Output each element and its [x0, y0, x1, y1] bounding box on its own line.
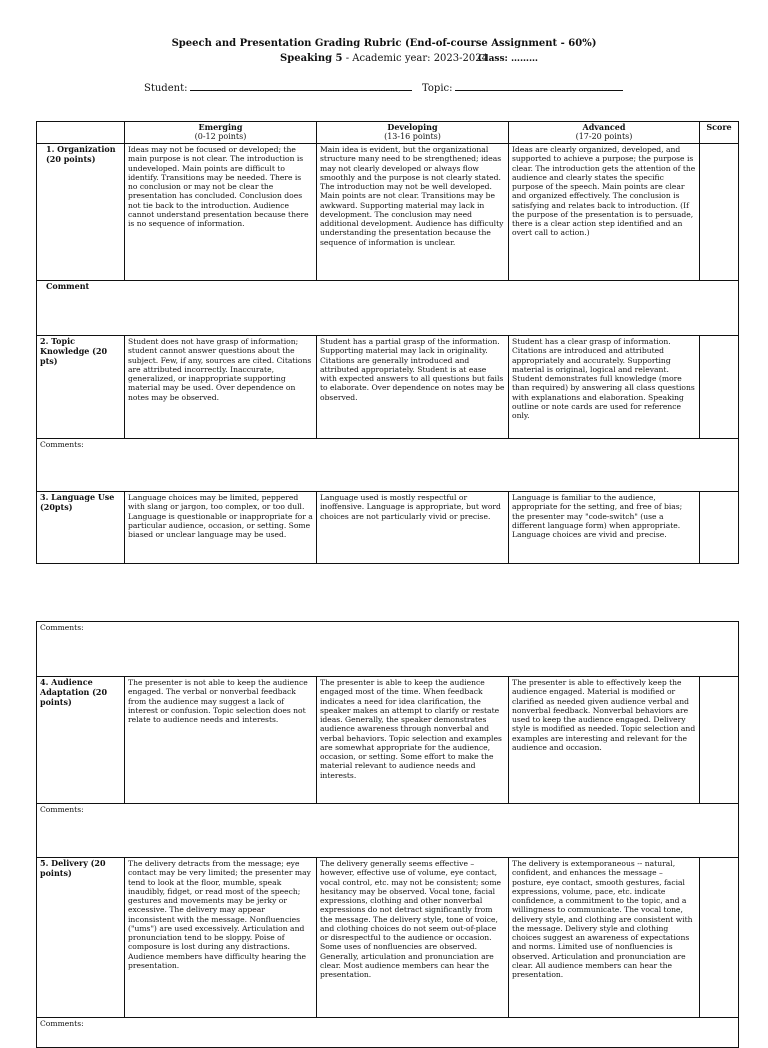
comment-field[interactable]: Comment [37, 281, 739, 336]
topic-label: Topic: [422, 83, 453, 94]
score-cell[interactable] [700, 677, 739, 804]
criterion-name: 5. Delivery (20 points) [37, 858, 125, 1018]
comment-row [37, 281, 739, 336]
score-cell[interactable] [700, 492, 739, 564]
score-cell[interactable] [700, 336, 739, 439]
student-label: Student: [144, 83, 188, 94]
criterion-name: 1. Organization (20 points) [37, 144, 125, 281]
topic-line[interactable] [455, 80, 623, 91]
developing-descriptor: Main idea is evident, but the organizational structure many need to be strengthened; ideas may not clearly developed or always flow smoothly and the purpose is not clearly stated. The introduction may not be well developed. Main points are not clear. Transitions may be awkward. Supporting material may lack in development. The conclusion may need additional development. Audience has difficulty understanding the presentation because the sequence of information is unclear. [317, 144, 509, 281]
advanced-descriptor: The delivery is extemporaneous -- natural, confident, and enhances the message – posture, eye contact, smooth gestures, facial expressions, volume, pace, etc. indicate confidence, a commitment to the topic, and a willingness to communicate. The vocal tone, delivery style, and clothing are consistent with the message. Delivery style and clothing choices suggest an awareness of expectations and norms. Limited use of nonfluencies is observed. Articulation and pronunciation are clear. All audience members can hear the presentation. [509, 858, 700, 1018]
subtitle [0, 53, 768, 64]
comment-field[interactable]: Comments: [37, 622, 739, 677]
developing-descriptor: Student has a partial grasp of the information. Supporting material may lack in originality. Citations are generally introduced and attributed appropriately. Student is at ease with expected answers to all questions but fails to elaborate. Over dependence on notes may be observed. [317, 336, 509, 439]
rubric-table-part-2 [36, 621, 739, 1048]
criterion-name: 3. Language Use (20pts) [37, 492, 125, 564]
criterion-name: 4. Audience Adaptation (20 points) [37, 677, 125, 804]
course-name: Speaking 5 [280, 53, 343, 64]
emerging-descriptor: The presenter is not able to keep the audience engaged. The verbal or nonverbal feedback from the audience may suggest a lack of interest or confusion. Topic selection does not relate to audience needs and interests. [125, 677, 317, 804]
score-cell[interactable] [700, 858, 739, 1018]
criterion-row-language-use [37, 492, 739, 564]
student-line[interactable] [190, 80, 412, 91]
emerging-descriptor: The delivery detracts from the message; eye contact may be very limited; the presenter may tend to look at the floor, mumble, speak inaudibly, fidget, or read most of the speech; gestures and movements may be jerky or excessive. The delivery may appear inconsistent with the message. Nonfluencies ("ums") are used excessively. Articulation and pronunciation tend to be sloppy. Poise of composure is lost during any distractions. Audience members have difficulty hearing the presentation. [125, 858, 317, 1018]
header-score: Score [700, 122, 739, 144]
criterion-row-delivery [37, 858, 739, 1018]
class-label: Class: ……… [478, 54, 539, 64]
topic-field[interactable] [422, 80, 623, 94]
header-developing: Developing (13-16 points) [317, 122, 509, 144]
comment-field[interactable]: Comments: [37, 804, 739, 858]
academic-year: - Academic year: 2023-2024 [342, 53, 488, 64]
page-title: Speech and Presentation Grading Rubric (End-of-course Assignment - 60%) [171, 38, 597, 49]
student-field[interactable] [144, 80, 412, 94]
developing-descriptor: Language used is mostly respectful or inoffensive. Language is appropriate, but word choices are not particularly vivid or precise. [317, 492, 509, 564]
advanced-descriptor: Ideas are clearly organized, developed, and supported to achieve a purpose; the purpose is clear. The introduction gets the attention of the audience and clearly states the specific purpose of the speech. Main points are clear and organized effectively. The conclusion is satisfying and relates back to introduction. (If the purpose of the presentation is to persuade, there is a clear action step identified and an overt call to action.) [509, 144, 700, 281]
emerging-descriptor: Student does not have grasp of information; student cannot answer questions about the subject. Few, if any, sources are cited. Citations are attributed incorrectly. Inaccurate, generalized, or inappropriate supporting material may be used. Over dependence on notes may be observed. [125, 336, 317, 439]
comment-field[interactable]: Comments: [37, 439, 739, 492]
comment-row [37, 1018, 739, 1048]
header-criteria [37, 122, 125, 144]
comment-row [37, 804, 739, 858]
score-cell[interactable] [700, 144, 739, 281]
developing-descriptor: The presenter is able to keep the audience engaged most of the time. When feedback indicates a need for idea clarification, the speaker makes an attempt to clarify or restate ideas. Generally, the speaker demonstrates audience awareness through nonverbal and verbal behaviors. Topic selection and examples are somewhat appropriate for the audience, occasion, or setting. Some effort to make the material relevant to audience needs and interests. [317, 677, 509, 804]
criterion-row-audience-adaptation [37, 677, 739, 804]
header-advanced: Advanced (17-20 points) [509, 122, 700, 144]
developing-descriptor: The delivery generally seems effective – however, effective use of volume, eye contact, vocal control, etc. may not be consistent; some hesitancy may be observed. Vocal tone, facial expressions, clothing and other nonverbal expressions do not detract significantly from the message. The delivery style, tone of voice, and clothing choices do not seem out-of-place or disrespectful to the audience or occasion. Some uses of nonfluencies are observed. Generally, articulation and pronunciation are clear. Most audience members can hear the presentation. [317, 858, 509, 1018]
emerging-descriptor: Ideas may not be focused or developed; the main purpose is not clear. The introduction is undeveloped. Main points are difficult to identify. Transitions may be needed. There is no conclusion or may not be clear the presentation has concluded. Conclusion does not tie back to the introduction. Audience cannot understand presentation because there is no sequence of information. [125, 144, 317, 281]
rubric-table-part-1 [36, 121, 739, 564]
emerging-descriptor: Language choices may be limited, peppered with slang or jargon, too complex, or too dull. Language is questionable or inappropriate for a particular audience, occasion, or setting. Some biased or unclear language may be used. [125, 492, 317, 564]
comment-field[interactable]: Comments: [37, 1018, 739, 1048]
comment-row [37, 439, 739, 492]
comment-row [37, 622, 739, 677]
advanced-descriptor: Student has a clear grasp of information. Citations are introduced and attributed appropriately and accurately. Supporting material is original, logical and relevant. Student demonstrates full knowledge (more than required) by answering all class questions with explanations and elaboration. Speaking outline or note cards are used for reference only. [509, 336, 700, 439]
criterion-row-topic-knowledge [37, 336, 739, 439]
advanced-descriptor: Language is familiar to the audience, appropriate for the setting, and free of bias; the presenter may "code-switch" (use a different language form) when appropriate. Language choices are vivid and precise. [509, 492, 700, 564]
header-row [37, 122, 739, 144]
advanced-descriptor: The presenter is able to effectively keep the audience engaged. Material is modified or clarified as needed given audience verbal and nonverbal feedback. Nonverbal behaviors are used to keep the audience engaged. Delivery style is modified as needed. Topic selection and examples are interesting and relevant for the audience and occasion. [509, 677, 700, 804]
criterion-row-organization [37, 144, 739, 281]
header-emerging: Emerging (0-12 points) [125, 122, 317, 144]
criterion-name: 2. Topic Knowledge (20 pts) [37, 336, 125, 439]
